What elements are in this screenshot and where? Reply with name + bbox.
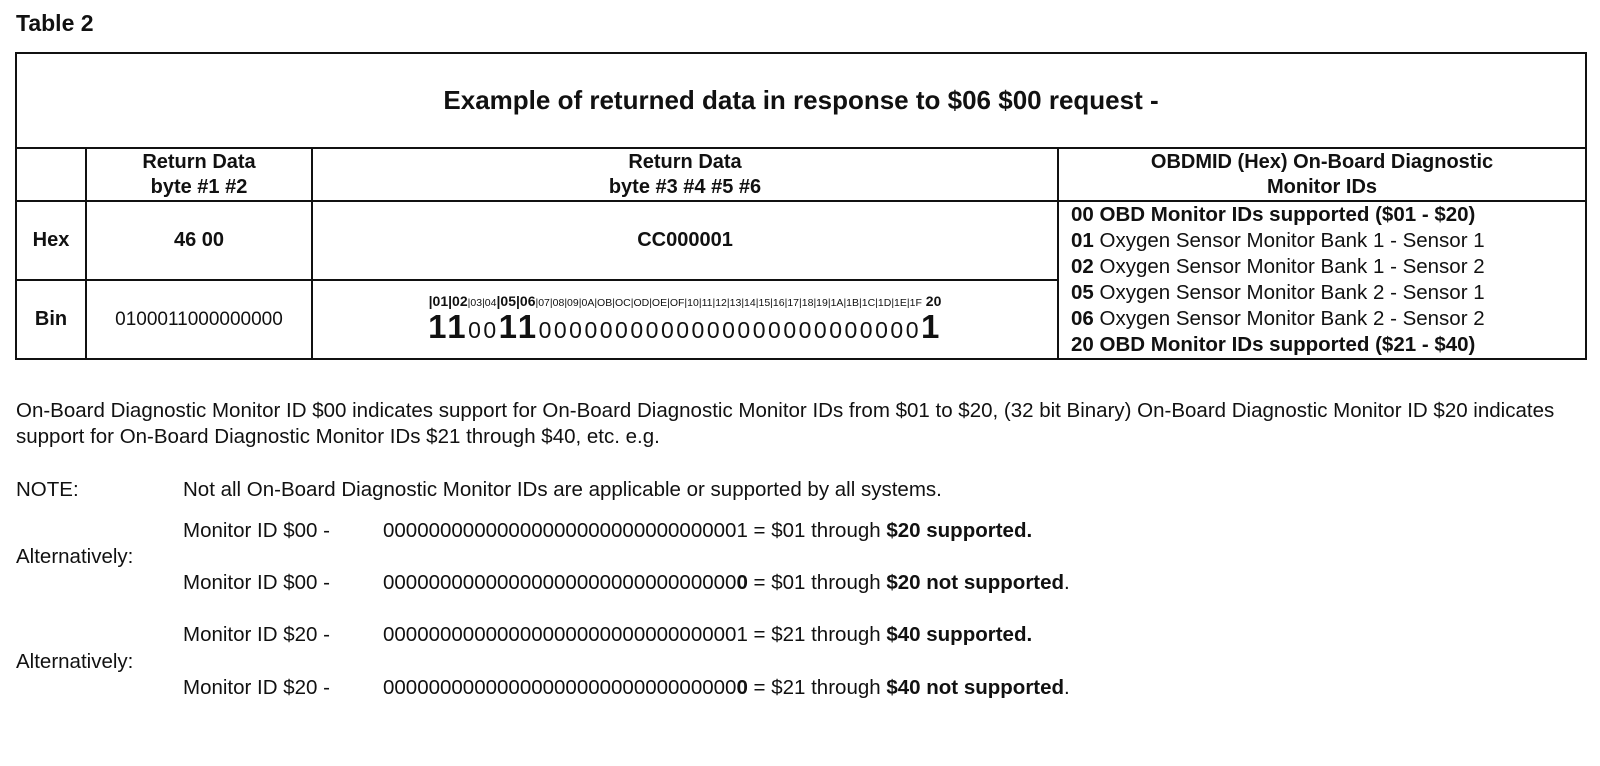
monitor-id-description: Oxygen Sensor Monitor Bank 1 - Sensor 2 [1099,255,1485,278]
example-monitor: Monitor ID $00 - [183,571,330,594]
bit-label: |10 [684,297,699,309]
example-bits: 0000000000000000000000000000000 [383,623,737,646]
bit-value: 0 [783,317,799,343]
bit-label: |17 [784,297,800,309]
bit-value: 0 [859,317,876,343]
bit-value: 0 [829,317,845,343]
bit-label: |11 [698,297,713,309]
bit-value: 0 [645,317,661,343]
example-monitor: Monitor ID $20 - [183,676,330,699]
bit-value: 0 [468,317,484,343]
bit-label: 20 [921,293,942,309]
bin-bytes-1-2: 0100011000000000 [86,280,312,359]
example-bits: 0000000000000000000000000000000 [383,676,737,699]
bit-label: |16 [770,297,785,309]
monitor-id-entry [1071,332,1585,358]
monitor-id-description: Oxygen Sensor Monitor Bank 2 - Sensor 2 [1099,307,1485,330]
bin-bytes-3-6 [312,280,1058,359]
bit-value: 0 [630,317,646,343]
bit-value: 0 [706,317,723,343]
bit-value: 0 [660,317,677,343]
monitor-id-entry [1071,254,1585,280]
bit-value: 0 [599,317,616,343]
example-status: $20 not supported [886,571,1065,594]
bit-label: |08 [549,297,565,309]
monitor-id-entry [1071,280,1585,306]
monitor-id-code: 01 [1071,229,1100,252]
example-status: $40 not supported [886,676,1065,699]
bit-label: |OC [612,297,631,309]
bit-label: |14 [741,297,756,309]
monitor-id-code: 02 [1071,255,1100,278]
row-label-bin: Bin [16,280,86,359]
bit-value: 0 [905,317,921,343]
monitor-id-code: 20 [1071,333,1100,356]
example-range: = $01 through [753,571,881,594]
monitor-id-description: Oxygen Sensor Monitor Bank 1 - Sensor 1 [1099,229,1485,252]
bit-label: |09 [564,297,579,309]
example-tail: . [1064,676,1070,699]
header-bytes-1-2-line2: byte #1 #2 [150,175,248,198]
monitor-id-code: 05 [1071,281,1100,304]
example-bits: 0000000000000000000000000000000 [383,571,737,594]
bit-value: 0 [813,317,830,343]
bit-label: |01 [428,293,449,309]
bit-value: 0 [752,317,769,343]
example-range: = $21 through [753,676,881,699]
monitor-id-description: OBD Monitor IDs supported ($01 - $20) [1099,203,1476,226]
header-bytes-3-6-line1: Return Data [628,150,742,173]
example-last-bit: 1 [736,519,748,542]
bit-value: 0 [875,317,891,343]
bit-value: 1 [920,308,942,345]
bit-label: |19 [813,297,828,309]
example-bits: 0000000000000000000000000000000 [383,519,737,542]
header-bytes-1-2-line1: Return Data [142,150,256,173]
example-status: $20 supported. [886,519,1033,542]
bit-value: 1 [447,308,469,345]
bit-value: 0 [676,317,692,343]
monitor-id-description: OBD Monitor IDs supported ($21 - $40) [1099,333,1476,356]
header-monitor-ids [1058,148,1586,201]
note-label: NOTE: [16,478,79,501]
bit-label: |06 [515,293,536,309]
hex-bytes-3-6: CC000001 [312,201,1058,280]
bit-value: 0 [722,317,738,343]
header-monitor-ids-line1: OBDMID (Hex) On-Board Diagnostic [1150,150,1494,173]
bit-value: 0 [798,317,814,343]
bit-label-row [313,292,1057,310]
bit-label: |OB [594,297,613,309]
bit-label: |1B [843,297,860,309]
bit-value: 0 [768,317,784,343]
example-tail: . [1064,571,1070,594]
bit-label: |07 [535,297,550,309]
bit-value: 1 [428,308,448,345]
alternatively-label-1: Alternatively: [16,545,134,568]
bit-label: |18 [799,297,814,309]
bit-value: 0 [569,317,585,343]
bit-value: 1 [498,308,518,345]
bit-label: |03 [467,297,483,309]
bit-label: |1D [875,297,892,309]
table-caption: Example of returned data in response to $06 $00 request - [16,53,1586,148]
bit-value: 0 [691,317,707,343]
bit-label: |1F [906,297,922,309]
bit-value-row [313,310,1057,347]
table-title: Table 2 [16,10,94,36]
example-line [183,676,1070,700]
bit-value: 0 [538,317,554,343]
bit-label: |1C [859,297,876,309]
example-line [183,623,1032,647]
bit-label: |13 [726,297,742,309]
bit-label: |1A [827,297,844,309]
bit-value: 0 [844,317,860,343]
example-status: $40 supported. [886,623,1033,646]
bit-label: |04 [482,297,497,309]
bit-value: 0 [737,317,753,343]
header-bytes-3-6-line2: byte #3 #4 #5 #6 [608,175,762,198]
bit-label: |02 [448,293,468,309]
note-text: Not all On-Board Diagnostic Monitor IDs are applicable or supported by all systems. [183,478,942,501]
bit-value: 0 [615,317,631,343]
monitor-id-code: 00 [1071,203,1100,226]
example-last-bit: 0 [736,571,748,594]
example-last-bit: 1 [736,623,748,646]
description-paragraph: On-Board Diagnostic Monitor ID $00 indicates support for On-Board Diagnostic Monitor IDs from $01 to $20, (32 bit Binary) On-Board Diagnostic Monitor ID $20 indicates support for On-Board Diagnostic Monitor IDs $21 through $40, etc. e.g. [16,399,1555,448]
example-last-bit: 0 [736,676,748,699]
bit-label: |OD [630,297,650,309]
header-monitor-ids-line2: Monitor IDs [1267,175,1378,198]
alternatively-label-2: Alternatively: [16,650,134,673]
example-line [183,519,1032,543]
example-line [183,571,1070,595]
bit-value: 0 [553,317,570,343]
monitor-id-code: 06 [1071,307,1100,330]
monitor-id-list [1058,201,1586,359]
bit-value: 1 [517,308,539,345]
example-range: = $01 through [753,519,881,542]
monitor-id-entry [1071,228,1585,254]
bit-label: |1E [891,297,907,309]
monitor-id-entry [1071,202,1585,228]
header-bytes-3-6 [312,148,1058,201]
obd-table [15,52,1587,360]
header-bytes-1-2 [86,148,312,201]
bit-label: |05 [496,293,516,309]
row-label-hex: Hex [16,201,86,280]
header-empty [16,148,86,201]
monitor-id-entry [1071,306,1585,332]
bit-label: |0A [578,297,595,309]
bit-label: |OE [649,297,668,309]
bit-value: 0 [890,317,906,343]
monitor-id-description: Oxygen Sensor Monitor Bank 2 - Sensor 1 [1099,281,1485,304]
hex-bytes-1-2: 46 00 [86,201,312,280]
example-monitor: Monitor ID $20 - [183,623,330,646]
bit-value: 0 [584,317,600,343]
bit-label: |OF [667,297,685,309]
bit-label: |12 [712,297,727,309]
bit-value: 0 [483,317,499,343]
bit-label: |15 [755,297,771,309]
example-range: = $21 through [753,623,881,646]
example-monitor: Monitor ID $00 - [183,519,330,542]
